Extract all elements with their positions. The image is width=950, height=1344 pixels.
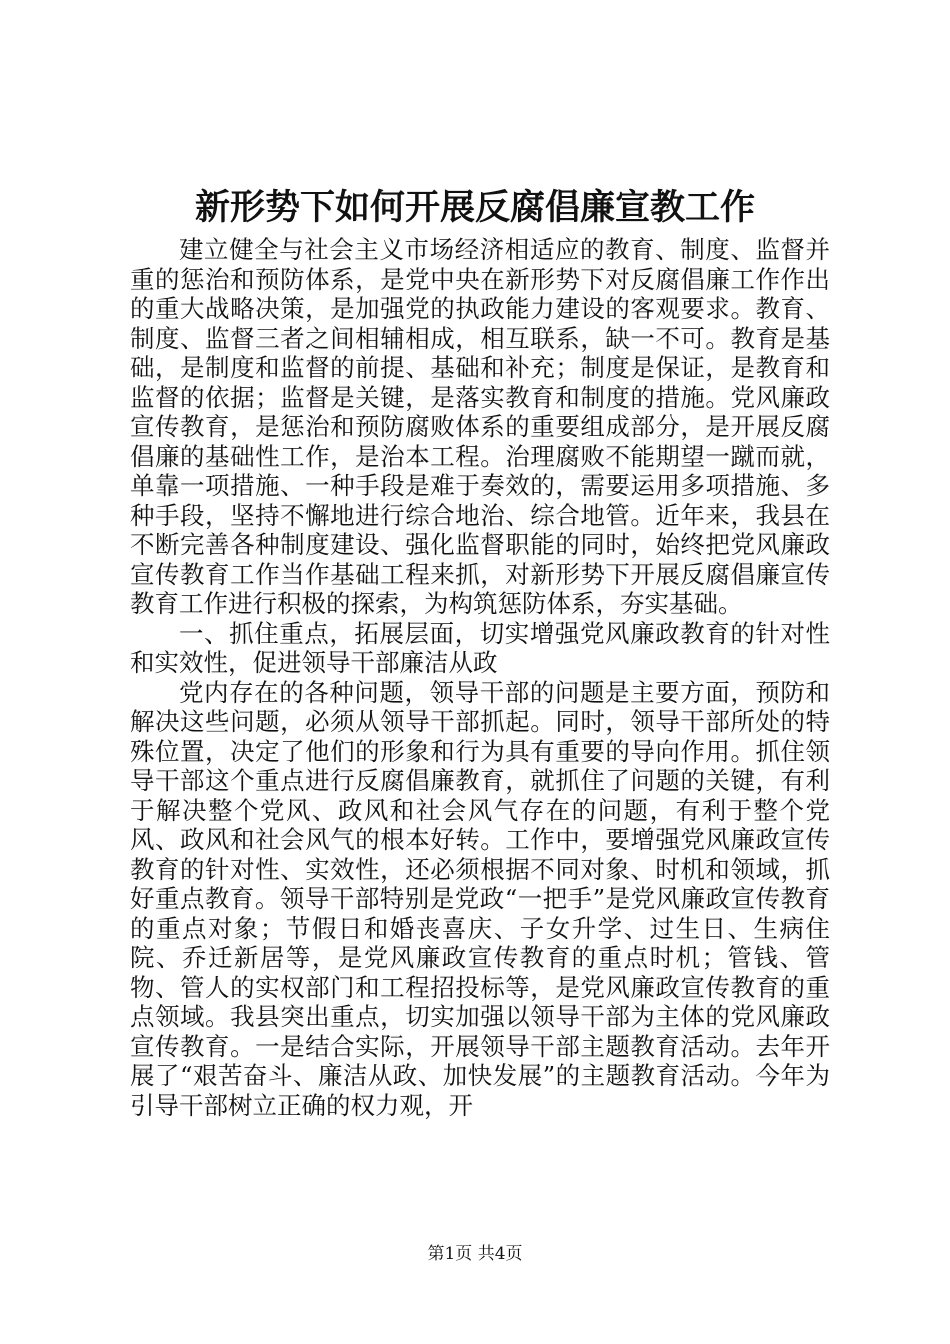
page-footer: 第1页 共4页 <box>427 1244 523 1264</box>
paragraph-intro: 建立健全与社会主义市场经济相适应的教育、制度、监督并重的惩治和预防体系，是党中央在新形势下对反腐倡廉工作作出的重大战略决策，是加强党的执政能力建设的客观要求。教育、制度、监督三者之间相辅相成，相互联系，缺一不可。教育是基础，是制度和监督的前提、基础和补充；制度是保证，是教育和监督的依据；监督是关键，是落实教育和制度的措施。党风廉政宣传教育，是惩治和预防腐败体系的重要组成部分，是开展反腐倡廉的基础性工作，是治本工程。治理腐败不能期望一蹴而就，单靠一项措施、一种手段是难于奏效的，需要运用多项措施、多种手段，坚持不懈地进行综合地治、综合地管。近年来，我县在不断完善各种制度建设、强化监督职能的同时，始终把党风廉政宣传教育工作当作基础工程来抓，对新形势下开展反腐倡廉宣传教育工作进行积极的探索，为构筑惩防体系，夯实基础。 <box>130 235 830 618</box>
document-body <box>130 235 830 1120</box>
paragraph-section-1: 党内存在的各种问题，领导干部的问题是主要方面，预防和解决这些问题，必须从领导干部抓起。同时，领导干部所处的特殊位置，决定了他们的形象和行为具有重要的导向作用。抓住领导干部这个重点进行反腐倡廉教育，就抓住了问题的关键，有利于解决整个党风、政风和社会风气存在的问题，有利于整个党风、政风和社会风气的根本好转。工作中，要增强党风廉政宣传教育的针对性、实效性，还必须根据不同对象、时机和领域，抓好重点教育。领导干部特别是党政“一把手”是党风廉政宣传教育的重点对象；节假日和婚丧喜庆、子女升学、过生日、生病住院、乔迁新居等，是党风廉政宣传教育的重点时机；管钱、管物、管人的实权部门和工程招投标等，是党风廉政宣传教育的重点领域。我县突出重点，切实加强以领导干部为主体的党风廉政宣传教育。一是结合实际，开展领导干部主题教育活动。去年开展了“艰苦奋斗、廉洁从政、加快发展”的主题教育活动。今年为引导干部树立正确的权力观，开 <box>130 677 830 1120</box>
document-title: 新形势下如何开展反腐倡廉宣教工作 <box>194 187 755 228</box>
section-heading-1: 一、抓住重点，拓展层面，切实增强党风廉政教育的针对性和实效性，促进领导干部廉洁从政 <box>130 618 830 677</box>
